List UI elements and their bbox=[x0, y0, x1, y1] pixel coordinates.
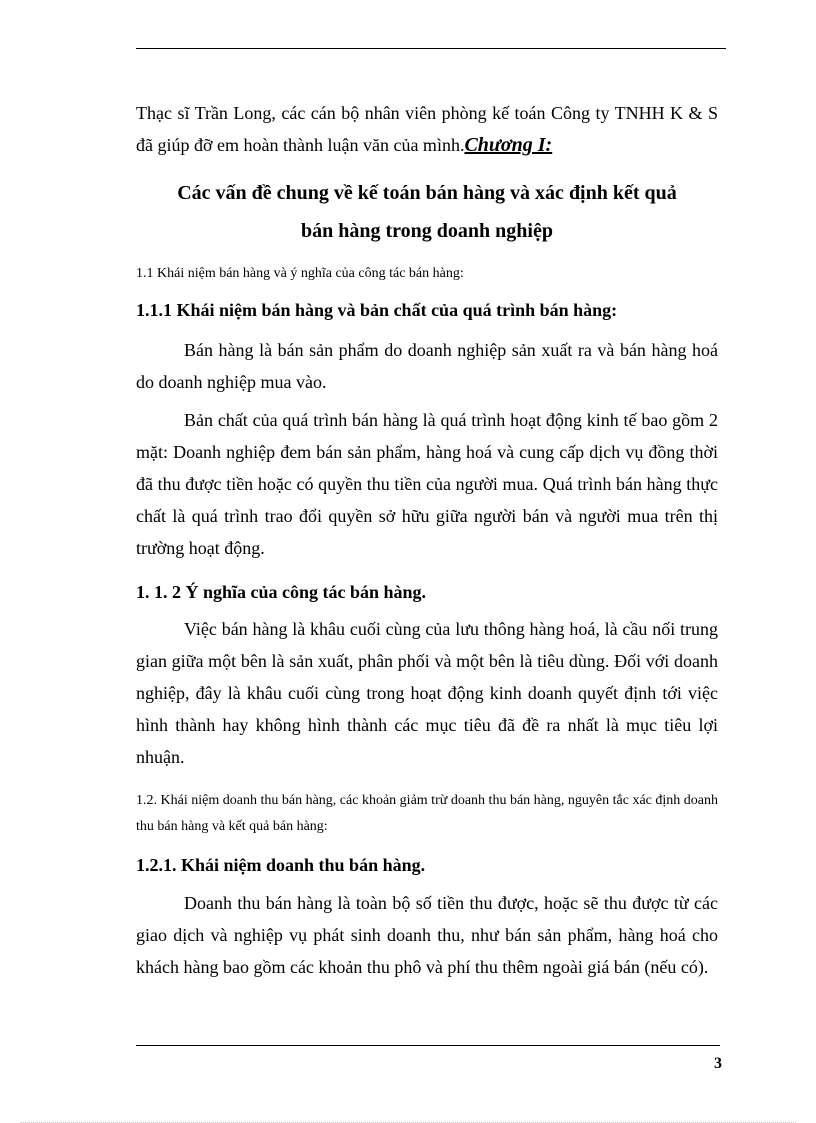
section-1-1-1-heading: 1.1.1 Khái niệm bán hàng và bản chất của quá trình bán hàng: bbox=[136, 300, 618, 320]
chapter-title-line1: Các vấn đề chung về kế toán bán hàng và xác định kết quả bbox=[177, 182, 677, 204]
section-1-1-heading: 1.1 Khái niệm bán hàng và ý nghĩa của công tác bán hàng: bbox=[136, 266, 464, 281]
page-number: 3 bbox=[714, 1055, 722, 1072]
chapter-label: Chương I: bbox=[464, 134, 553, 156]
chapter-title bbox=[136, 174, 718, 250]
chapter-title-line2: bán hàng trong doanh nghiệp bbox=[301, 220, 553, 242]
section-1-2-heading: 1.2. Khái niệm doanh thu bán hàng, các khoản giảm trừ doanh thu bán hàng, nguyên tắc xác định doanh thu bán hàng và kết quả bán hàng: bbox=[136, 793, 718, 834]
section-1-1-1-para2: Bản chất của quá trình bán hàng là quá trình hoạt động kinh tế bao gồm 2 mặt: Doanh nghiệp đem bán sản phẩm, hàng hoá và cung cấp dịch vụ đồng thời đã thu được tiền hoặc có quyền thu tiền của người mua. Quá trình bán hàng thực chất là quá trình trao đổi quyền sở hữu giữa người bán và người mua trên thị trường hoạt động. bbox=[136, 410, 718, 558]
intro-paragraph bbox=[136, 97, 718, 161]
section-1-1-2-heading: 1. 1. 2 Ý nghĩa của công tác bán hàng. bbox=[136, 582, 427, 602]
section-1-1-2-para: Việc bán hàng là khâu cuối cùng của lưu thông hàng hoá, là cầu nối trung gian giữa một bên là sản xuất, phân phối và một bên là tiêu dùng. Đối với doanh nghiệp, đây là khâu cuối cùng trong hoạt động kinh doanh quyết định tới việc hình thành hay không hình thành các mục tiêu đã đề ra nhất là mục tiêu lợi nhuận. bbox=[136, 619, 718, 767]
section-1-1-1-para1: Bán hàng là bán sản phẩm do doanh nghiệp sản xuất ra và bán hàng hoá do doanh nghiệp mua vào. bbox=[136, 340, 718, 392]
section-1-2-1-heading: 1.2.1. Khái niệm doanh thu bán hàng. bbox=[136, 855, 426, 875]
footer-rule bbox=[136, 1045, 720, 1046]
section-1-2-1-para: Doanh thu bán hàng là toàn bộ số tiền thu được, hoặc sẽ thu được từ các giao dịch và nghiệp vụ phát sinh doanh thu, như bán sản phẩm, hàng hoá cho khách hàng bao gồm các khoản thu phô và phí thu thêm ngoài giá bán (nếu có). bbox=[136, 893, 718, 977]
header-rule bbox=[136, 48, 726, 49]
intro-text: Thạc sĩ Trần Long, các cán bộ nhân viên phòng kế toán Công ty TNHH K & S đã giúp đỡ em hoàn thành luận văn của mình. bbox=[136, 103, 718, 155]
